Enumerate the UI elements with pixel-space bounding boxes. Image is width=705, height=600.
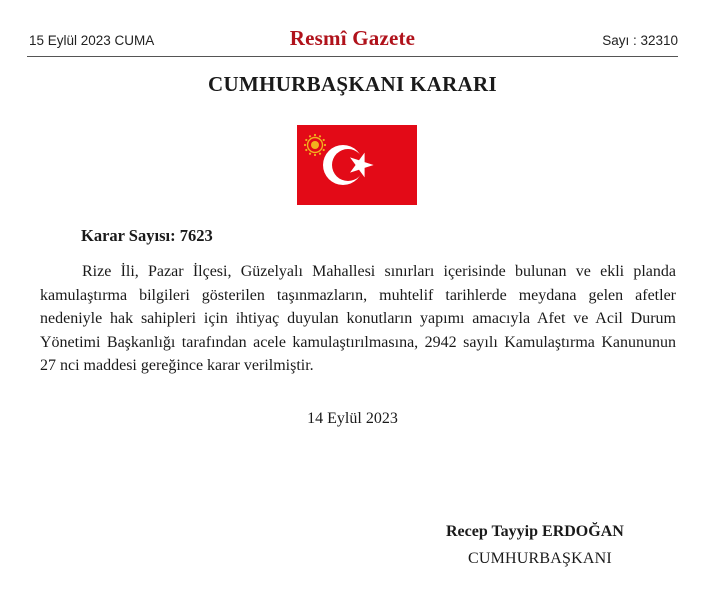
turkish-flag-icon [297,125,417,205]
publication-date: 15 Eylül 2023 CUMA [29,33,155,48]
signer-name: Recep Tayyip ERDOĞAN [446,523,624,540]
signer-title: CUMHURBAŞKANI [468,550,612,567]
document-title: CUMHURBAŞKANI KARARI [208,72,497,96]
decision-number: Karar Sayısı: 7623 [81,226,213,245]
issue-number: Sayı : 32310 [602,33,678,48]
gazette-header [27,26,678,57]
decision-body: Rize İli, Pazar İlçesi, Güzelyalı Mahallesi sınırları içerisinde bulunan ve ekli planda kamulaştırma bilgileri gösterilen taşınmazların, muhtelif tarihlerde meydana gelen afetler nedeniyle hak sahipleri için ihtiyaç duyulan konutların yapımı amacıyla Afet ve Acil Durum Yönetimi Başkanlığı tarafından acele kamulaştırılmasına, 2942 sayılı Kamulaştırma Kanununun 27 nci maddesi gereğince karar verilmiştir. [40,263,676,374]
gazette-name: Resmî Gazete [289,26,416,50]
decision-date: 14 Eylül 2023 [307,410,398,427]
